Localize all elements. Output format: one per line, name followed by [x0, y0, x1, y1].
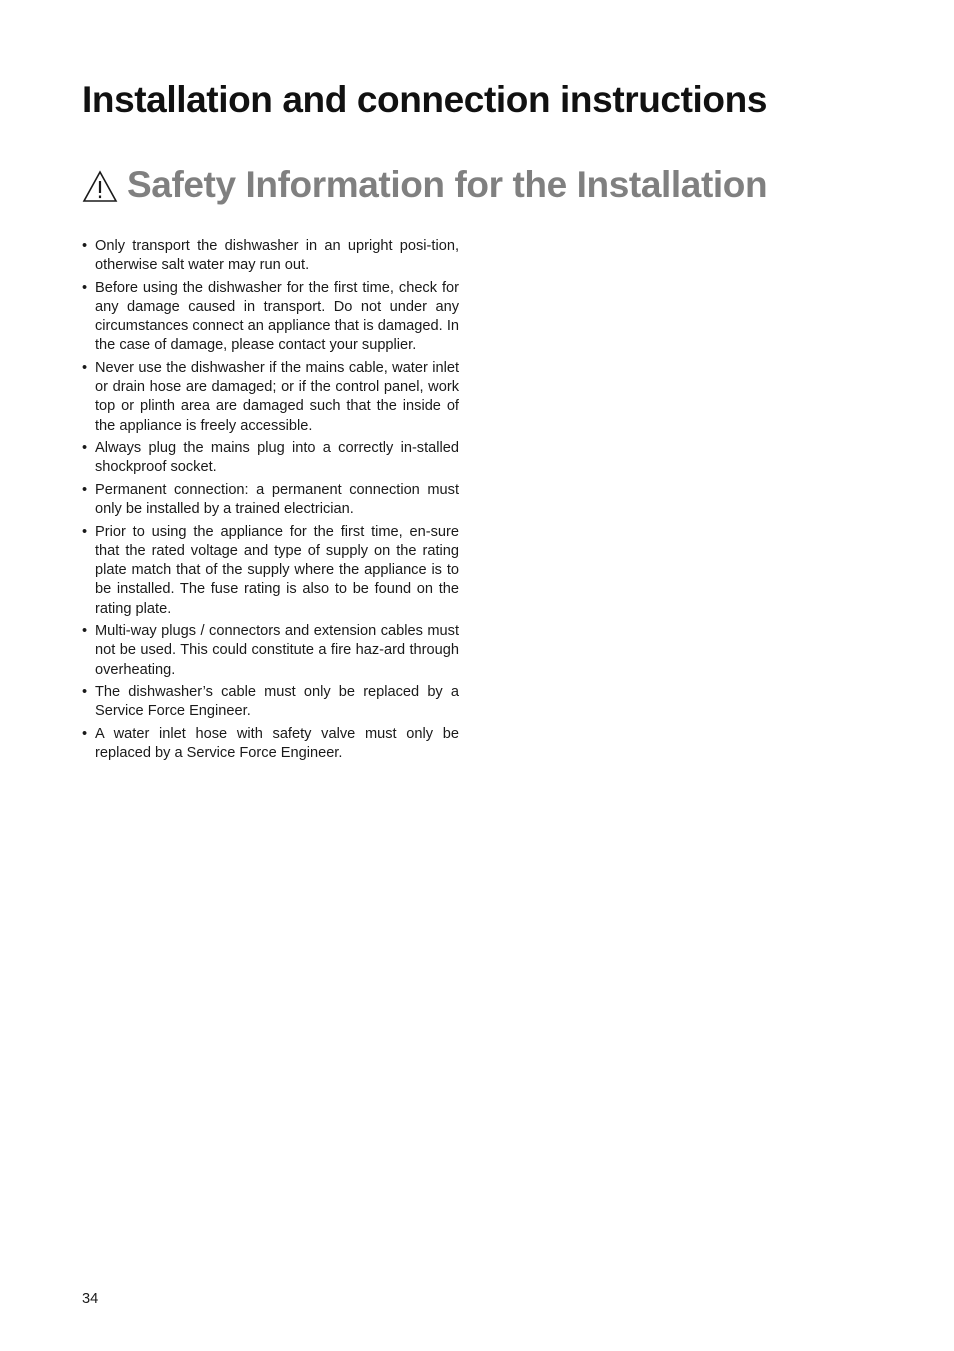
safety-bullet-list: [82, 237, 459, 767]
list-item: • Always plug the mains plug into a correctly in-stalled shockproof socket.: [82, 439, 459, 477]
warning-triangle-icon: [82, 170, 118, 203]
list-item: • Prior to using the appliance for the first time, en-sure that the rated voltage and type of supply on the rating plate match that of the supply where the appliance is to be installed. The fuse rating is also to be found on the rating plate.: [82, 523, 459, 619]
section-title: Safety Information for the Installation: [127, 164, 768, 205]
list-item: • Multi-way plugs / connectors and extension cables must not be used. This could constitute a fire haz-ard through overheating.: [82, 622, 459, 680]
section-heading: [82, 164, 767, 206]
list-item: • A water inlet hose with safety valve must only be replaced by a Service Force Engineer.: [82, 725, 459, 763]
page-title: Installation and connection instructions: [82, 79, 767, 120]
list-item: • Before using the dishwasher for the first time, check for any damage caused in transport. Do not under any circumstances connect an appliance that is damaged. In the case of damage, please contact your supplier.: [82, 279, 459, 356]
page-number: 34: [82, 1291, 99, 1307]
list-item: • Permanent connection: a permanent connection must only be installed by a trained electrician.: [82, 481, 459, 519]
list-item: • Only transport the dishwasher in an upright posi-tion, otherwise salt water may run out.: [82, 237, 459, 275]
list-item: • The dishwasher’s cable must only be replaced by a Service Force Engineer.: [82, 683, 459, 721]
list-item: • Never use the dishwasher if the mains cable, water inlet or drain hose are damaged; or if the control panel, work top or plinth area are damaged such that the inside of the appliance is freely accessible.: [82, 359, 459, 436]
